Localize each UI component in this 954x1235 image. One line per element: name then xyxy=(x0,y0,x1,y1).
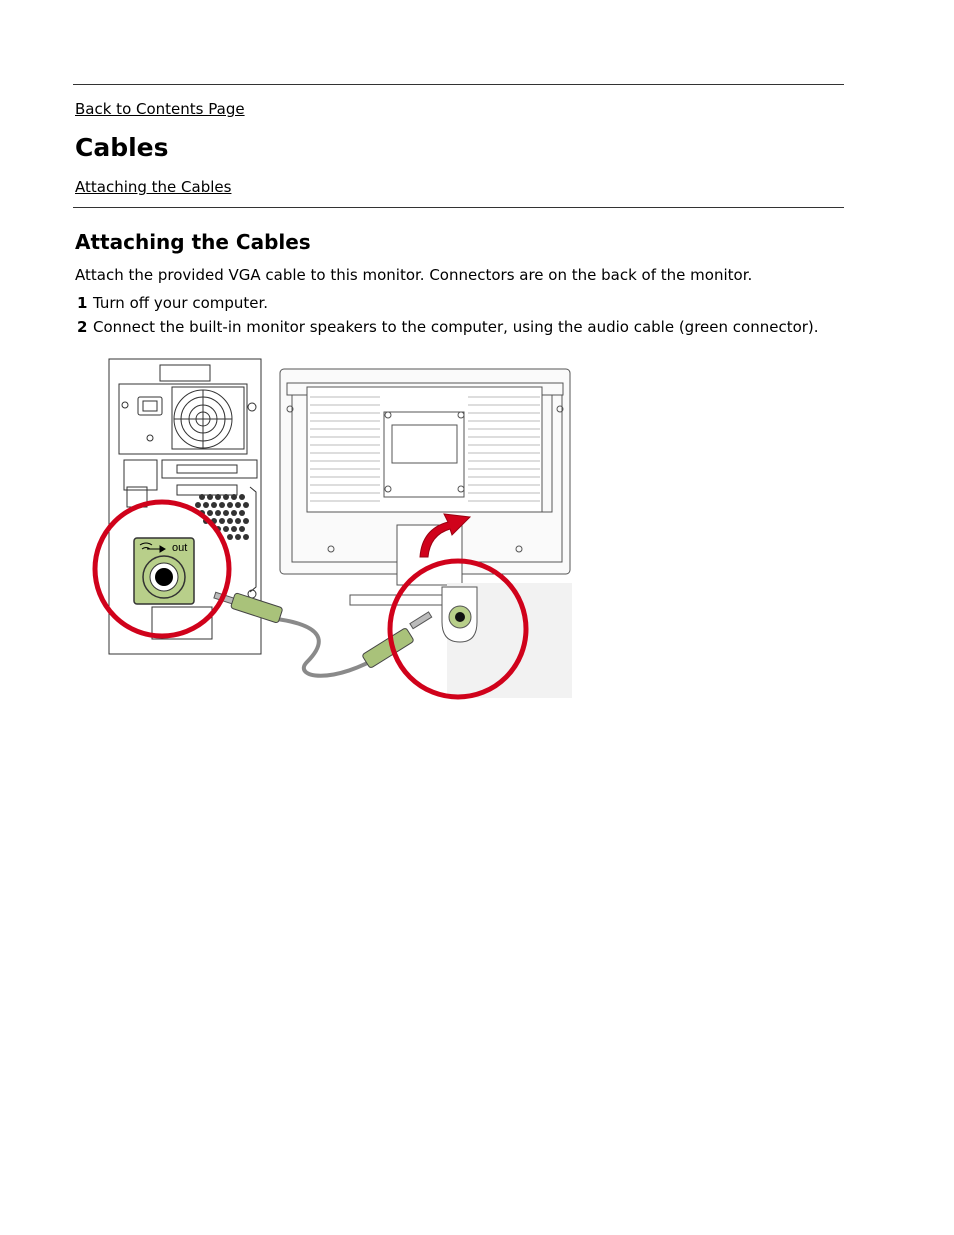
intro-paragraph: Attach the provided VGA cable to this monitor. Connectors are on the back of the monitor. xyxy=(75,266,753,284)
computer-audio-out-zoom xyxy=(134,538,194,604)
step-number: 1 xyxy=(77,294,88,312)
section-rule xyxy=(73,207,844,208)
step-2 xyxy=(77,318,819,336)
top-rule xyxy=(73,84,844,85)
step-1 xyxy=(77,294,268,312)
toc-link-attaching-cables[interactable]: Attaching the Cables xyxy=(75,178,232,196)
cable-connection-illustration xyxy=(92,357,572,702)
back-to-contents-link[interactable]: Back to Contents Page xyxy=(75,100,245,118)
audio-out-port-label: out xyxy=(172,542,188,554)
step-text: Connect the built-in monitor speakers to the computer, using the audio cable (green connector). xyxy=(93,318,819,336)
section-title: Attaching the Cables xyxy=(75,230,311,254)
monitor-audio-jack-zoom xyxy=(442,583,572,698)
step-number: 2 xyxy=(77,318,88,336)
page-title: Cables xyxy=(75,133,169,162)
step-text: Turn off your computer. xyxy=(93,294,269,312)
